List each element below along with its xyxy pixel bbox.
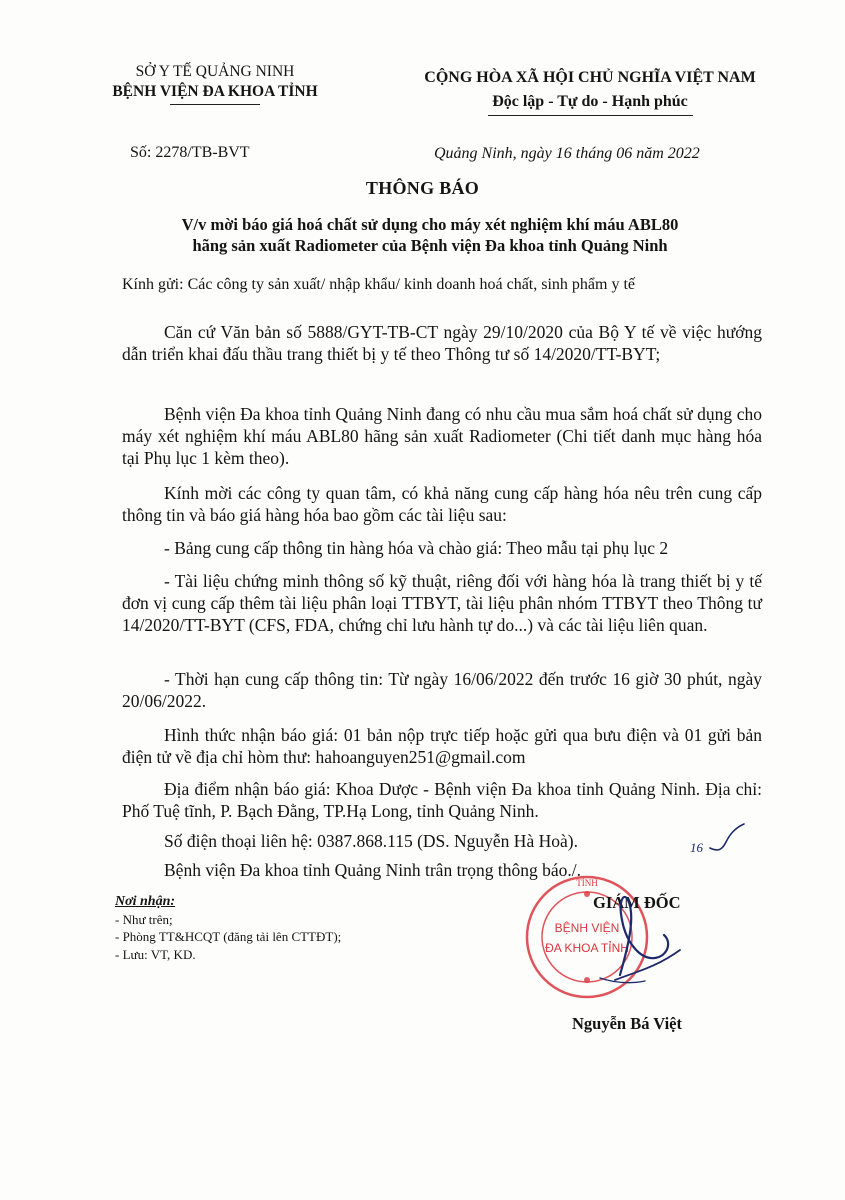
body-paragraph: - Thời hạn cung cấp thông tin: Từ ngày 16/06/2022 đến trước 16 giờ 30 phút, ngày 20/06/2022.: [122, 669, 762, 711]
receivers-list: [115, 893, 341, 963]
director-title: GIÁM ĐỐC: [593, 893, 681, 912]
body-paragraph: Địa điểm nhận báo giá: Khoa Dược - Bệnh viện Đa khoa tỉnh Quảng Ninh. Địa chỉ: Phố Tuệ tĩnh, P. Bạch Đằng, TP.Hạ Long, tỉnh Quảng Ninh.: [122, 779, 762, 821]
seal-top-text: TỈNH: [576, 878, 598, 888]
issuing-organization: [95, 62, 335, 102]
seal-line-1: BỆNH VIỆN: [554, 921, 620, 935]
subject-line: V/v mời báo giá hoá chất sử dụng cho máy xét nghiệm khí máu ABL80: [181, 215, 679, 234]
body-paragraph: Số điện thoại liên hệ: 0387.868.115 (DS. Nguyễn Hà Hoà).: [164, 831, 578, 851]
receiver-item: - Lưu: VT, KD.: [115, 946, 196, 962]
seal-line-2: ĐA KHOA TỈNH: [545, 941, 629, 955]
initials-number: 16: [690, 840, 703, 855]
subject-line: hãng sản xuất Radiometer của Bệnh viện Đa khoa tỉnh Quảng Ninh: [192, 236, 668, 255]
body-paragraph: Kính mời các công ty quan tâm, có khả năng cung cấp hàng hóa nêu trên cung cấp thông tin và báo giá hàng hóa bao gồm các tài liệu sau:: [122, 483, 762, 525]
body-paragraph: Bệnh viện Đa khoa tỉnh Quảng Ninh đang có nhu cầu mua sắm hoá chất sử dụng cho máy xét nghiệm khí máu ABL80 hãng sản xuất Radiometer (Chi tiết danh mục hàng hóa tại Phụ lục 1 kèm theo).: [122, 404, 762, 468]
national-motto: Độc lập - Tự do - Hạnh phúc: [492, 93, 688, 110]
director-signature: [560, 880, 720, 990]
national-heading: [385, 66, 795, 114]
receivers-label: Nơi nhận:: [115, 894, 176, 909]
receiver-item: - Phòng TT&HCQT (đăng tải lên CTTĐT);: [115, 929, 342, 944]
body-paragraph: Hình thức nhận báo giá: 01 bản nộp trực tiếp hoặc gửi qua bưu điện và 01 gửi bản điện tử về địa chỉ hòm thư: hahoanguyen251@gmail.com: [122, 725, 762, 767]
body-paragraph: - Bảng cung cấp thông tin hàng hóa và chào giá: Theo mẫu tại phụ lục 2: [164, 538, 669, 558]
receiver-item: - Như trên;: [115, 911, 173, 927]
document-subject: [120, 214, 740, 256]
header-left-underline: [170, 104, 260, 105]
country-name: CỘNG HÒA XÃ HỘI CHỦ NGHĨA VIỆT NAM: [424, 69, 756, 86]
recipient-line: Kính gửi: Các công ty sản xuất/ nhập khẩu/ kinh doanh hoá chất, sinh phẩm y tế: [122, 276, 636, 293]
motto-underline: [488, 115, 693, 116]
director-name: Nguyễn Bá Việt: [572, 1014, 683, 1033]
initials-mark: [680, 820, 750, 865]
ministry-name: SỞ Y TẾ QUẢNG NINH: [135, 63, 295, 80]
document-title: THÔNG BÁO: [365, 178, 480, 198]
hospital-name: BỆNH VIỆN ĐA KHOA TỈNH: [112, 83, 318, 100]
body-paragraph: Bệnh viện Đa khoa tỉnh Quảng Ninh trân trọng thông báo./.: [164, 860, 582, 880]
document-number: Số: 2278/TB-BVT: [130, 144, 250, 161]
place-and-date: Quảng Ninh, ngày 16 tháng 06 năm 2022: [434, 145, 700, 162]
body-paragraph: Căn cứ Văn bản số 5888/GYT-TB-CT ngày 29/10/2020 của Bộ Y tế về việc hướng dẫn triển khai đấu thầu trang thiết bị y tế theo Thông tư số 14/2020/TT-BYT;: [122, 322, 762, 364]
body-paragraph: - Tài liệu chứng minh thông số kỹ thuật, riêng đối với hàng hóa là trang thiết bị y tế đơn vị cung cấp thêm tài liệu phân loại TTBYT, tài liệu phân nhóm TTBYT theo Thông tư 14/2020/TT-BYT (CFS, FDA, chứng chỉ lưu hành tự do...) và các tài liệu liên quan.: [122, 571, 762, 635]
